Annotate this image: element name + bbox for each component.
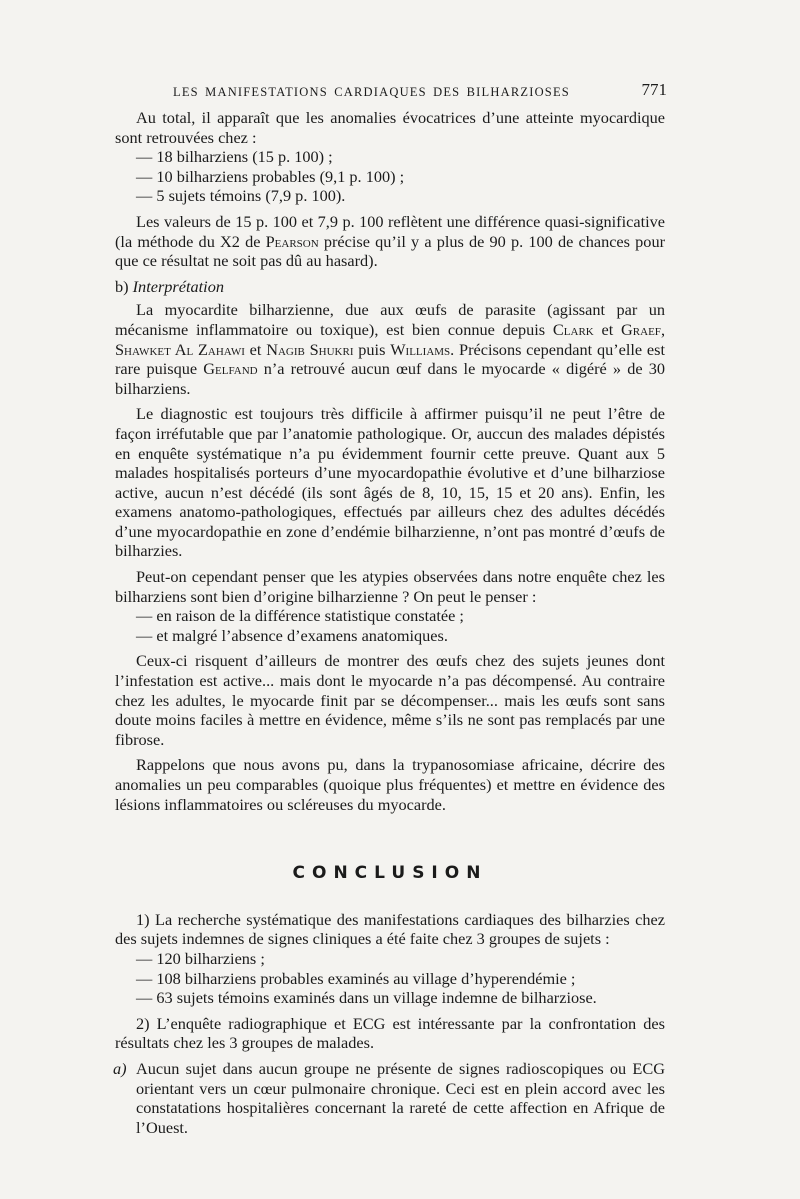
- conclusion-paragraph-2: 2) L’enquête radiographique et ECG est intéressante par la confrontation des résultats chez les 3 groupes de malades.: [115, 1013, 665, 1053]
- intro-list-item: — 18 bilharziens (15 p. 100) ;: [136, 147, 333, 167]
- myocarditis-paragraph: [115, 300, 665, 398]
- text-run: et: [593, 319, 622, 339]
- page-number: 771: [641, 80, 667, 99]
- point-letter: a): [113, 1058, 127, 1078]
- author-name: Pearson: [265, 231, 319, 251]
- trypanosomiasis-paragraph: Rappelons que nous avons pu, dans la trypanosomiase africaine, décrire des anomalies un peu comparables (quoique plus fréquentes) et mettre en évidence des lésions inflammatoires ou scléreuses du myocarde.: [115, 755, 665, 814]
- question-paragraph: Peut-on cependant penser que les atypies observées dans notre enquête chez les bilharziens sont bien d’origine bilharzienne ? On peut le penser :: [115, 567, 665, 606]
- author-name: Shawket Al Zahawi: [115, 339, 245, 359]
- significance-paragraph: [115, 212, 665, 271]
- author-name: Gelfand: [203, 359, 258, 379]
- author-name: Williams: [390, 339, 451, 359]
- intro-list-item: — 10 bilharziens probables (9,1 p. 100) ;: [136, 166, 405, 186]
- group-list-item: — 120 bilharziens ;: [136, 948, 265, 968]
- eggs-paragraph: Ceux-ci risquent d’ailleurs de montrer des œufs chez des sujets jeunes dont l’infestation est active... mais dont le myocarde n’a pas décompensé. Au contraire chez les adultes, le myocarde finit par se décompenser... mais les œufs sont sans doute moins faciles à mettre en évidence, même s’ils ne sont pas remplacés par une fibrose.: [115, 651, 665, 749]
- author-name: Clark: [552, 319, 594, 339]
- article-body: [115, 108, 665, 1137]
- text-run: La myocardite bilharzienne, due aux œufs de parasite (agissant par un mécanisme inflammatoire ou toxique), est bien connue depuis: [115, 300, 665, 339]
- conclusion-heading: CONCLUSION: [292, 863, 488, 884]
- text-run: et: [244, 339, 267, 359]
- conclusion-point-a: [115, 1059, 665, 1137]
- group-list-item: — 63 sujets témoins examinés dans un village indemne de bilharziose.: [136, 988, 597, 1008]
- text-run: n’a retrouvé aucun œuf dans le myocarde « digéré » de 30 bilharziens.: [115, 359, 665, 398]
- text-run: Les valeurs de 15 p. 100 et 7,9 p. 100 reflètent une différence quasi-significative (la méthode du X2 de: [115, 211, 665, 251]
- section-heading-interpretation: [115, 277, 665, 297]
- text-run: puis: [353, 339, 391, 359]
- group-list-item: — 108 bilharziens probables examinés au village d’hyperendémie ;: [136, 968, 576, 988]
- intro-paragraph: Au total, il apparaît que les anomalies évocatrices d’une atteinte myocardique sont retrouvées chez :: [115, 108, 665, 147]
- section-prefix: b): [115, 276, 133, 296]
- text-run: précise qu’il y a plus de 90 p. 100 de chances pour que ce résultat ne soit pas dû au hasard).: [115, 231, 666, 271]
- running-title: LES MANIFESTATIONS CARDIAQUES DES BILHARZIOSES: [173, 85, 570, 99]
- diagnosis-paragraph: Le diagnostic est toujours très difficile à affirmer puisqu’il ne peut l’être de façon irréfutable que par l’anatomie pathologique. Or, auccun des malades dépistés en enquête systématique n’a pu évidemment fournir cette preuve. Quant aux 5 malades hospitalisés porteurs d’une myocardopathie évolutive et d’une bilharziose active, aucun n’est décédé (ils sont âgés de 8, 10, 15, 15 et 20 ans). Enfin, les examens anatomo-pathologiques, effectués par ailleurs chez des adultes décédés d’une myocardopathie en zone d’endémie bilharzienne, n’ont pas montré d’œufs de bilharzies.: [115, 404, 665, 561]
- text-run: ,: [660, 319, 666, 339]
- author-name: Graef: [621, 319, 661, 339]
- text-run: . Précisons cependant qu’elle est rare puisque: [115, 339, 665, 379]
- reason-list-item: — et malgré l’absence d’examens anatomiques.: [136, 625, 448, 645]
- reason-list-item: — en raison de la différence statistique constatée ;: [136, 606, 464, 626]
- point-text: Aucun sujet dans aucun groupe ne présente de signes radioscopiques ou ECG orientant vers un cœur pulmonaire chronique. Ceci est en plein accord avec les constatations hospitalières concernant la rareté de cette affection en Afrique de l’Ouest.: [136, 1058, 665, 1137]
- author-name: Nagib Shukri: [266, 339, 354, 359]
- intro-list-item: — 5 sujets témoins (7,9 p. 100).: [136, 186, 346, 206]
- conclusion-paragraph-1: 1) La recherche systématique des manifestations cardiaques des bilharzies chez des sujets indemnes de signes cliniques a été faite chez 3 groupes de sujets :: [115, 909, 665, 949]
- section-label: Interprétation: [132, 276, 224, 296]
- running-header: [115, 78, 665, 108]
